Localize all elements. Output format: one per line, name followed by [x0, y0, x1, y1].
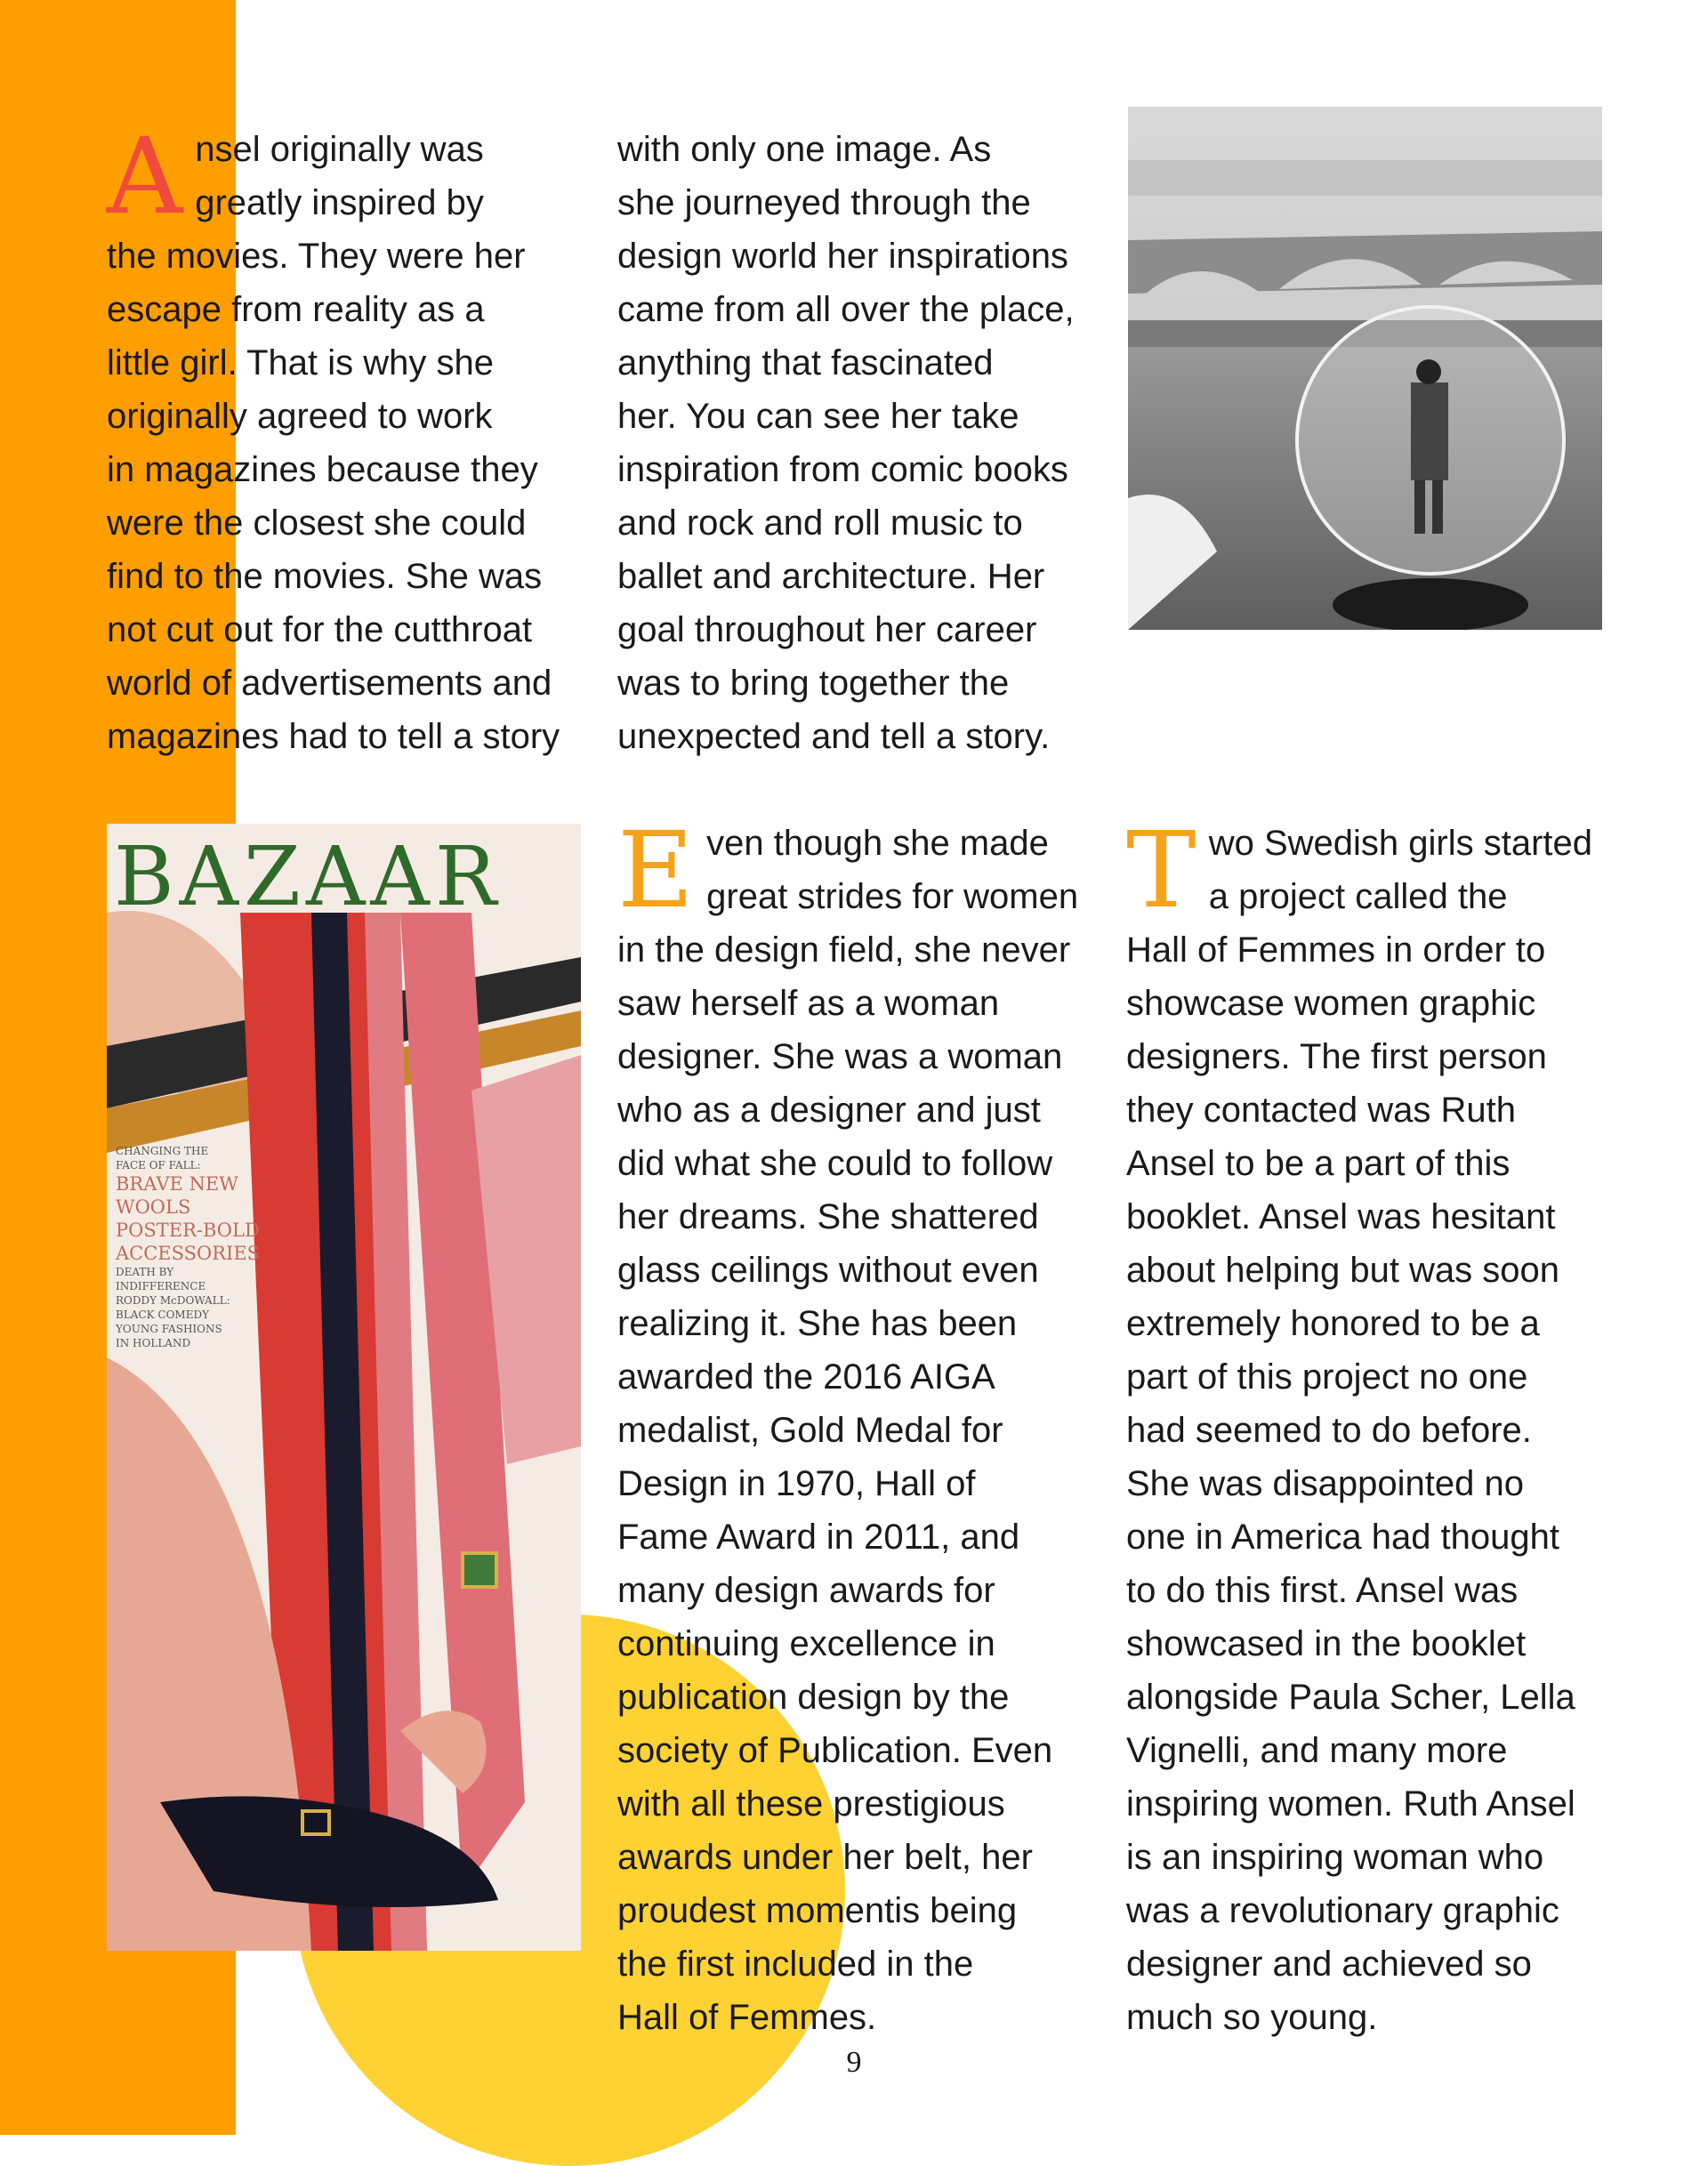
- coverline: WOOLS: [116, 1196, 191, 1218]
- text-line: unexpected and tell a story.: [617, 717, 1051, 756]
- text-line: wo Swedish girls started: [1208, 824, 1593, 863]
- text-line: medalist, Gold Medal for: [617, 1411, 1003, 1450]
- coverline: IN HOLLAND: [116, 1337, 191, 1349]
- text-line: she journeyed through the: [617, 183, 1031, 222]
- text-line: not cut out for the cutthroat: [107, 610, 533, 649]
- text-line: showcased in the booklet: [1126, 1624, 1527, 1663]
- text-line: greatly inspired by: [195, 183, 484, 222]
- text-line: She was disappointed no: [1126, 1464, 1524, 1503]
- text-line: in magazines because they: [107, 450, 538, 489]
- text-column-3: [617, 809, 1098, 2044]
- text-line: many design awards for: [617, 1571, 995, 1610]
- text-line: little girl. That is why she: [107, 343, 494, 382]
- text-line: about helping but was soon: [1126, 1251, 1560, 1290]
- text-line: was a revolutionary graphic: [1126, 1891, 1559, 1930]
- text-line: in the design field, she never: [617, 930, 1071, 970]
- bazaar-masthead: BAZAAR: [114, 833, 503, 922]
- text-line: find to the movies. She was: [107, 557, 543, 596]
- coverline: RODDY McDOWALL:: [116, 1294, 230, 1307]
- coverline: POSTER-BOLD: [116, 1220, 260, 1241]
- text-line: extremely honored to be a: [1126, 1304, 1540, 1343]
- text-line: with only one image. As: [617, 130, 992, 169]
- text-line: proudest momentis being: [617, 1891, 1018, 1930]
- text-line: ven though she made: [706, 824, 1049, 863]
- text-line: with all these prestigious: [617, 1784, 1005, 1824]
- text-line: designer. She was a woman: [617, 1037, 1063, 1076]
- text-column-4: [1126, 809, 1624, 2044]
- text-line: her dreams. She shattered: [617, 1197, 1039, 1236]
- text-line: escape from reality as a: [107, 290, 485, 329]
- text-line: Vignelli, and many more: [1126, 1731, 1508, 1770]
- text-line: publication design by the: [617, 1678, 1010, 1717]
- text-line: design world her inspirations: [617, 237, 1068, 276]
- dropcap-a: A: [107, 115, 183, 238]
- coverline: DEATH BY: [116, 1266, 174, 1278]
- text-line: awarded the 2016 AIGA: [617, 1357, 995, 1397]
- text-line: part of this project no one: [1126, 1357, 1528, 1397]
- text-line: her. You can see her take: [617, 397, 1019, 436]
- text-line: magazines had to tell a story: [107, 717, 560, 756]
- bazaar-coverlines: [116, 1144, 285, 1350]
- text-line: Design in 1970, Hall of: [617, 1464, 976, 1503]
- dropcap-t: T: [1126, 809, 1196, 931]
- text-line: goal throughout her career: [617, 610, 1037, 649]
- text-line: did what she could to follow: [617, 1144, 1053, 1183]
- text-line: had seemed to do before.: [1126, 1411, 1532, 1450]
- coverline: ACCESSORIES: [116, 1243, 261, 1264]
- text-line: Hall of Femmes in order to: [1126, 930, 1546, 970]
- coverline: BLACK COMEDY: [116, 1308, 210, 1321]
- text-line: alongside Paula Scher, Lella: [1126, 1678, 1575, 1717]
- page-number: 9: [846, 2046, 862, 2079]
- text-line: society of Publication. Even: [617, 1731, 1053, 1770]
- text-line: who as a designer and just: [617, 1091, 1041, 1130]
- text-line: much so young.: [1126, 1998, 1378, 2037]
- text-line: nsel originally was: [195, 130, 484, 169]
- text-line: continuing excellence in: [617, 1624, 995, 1663]
- text-line: booklet. Ansel was hesitant: [1126, 1197, 1556, 1236]
- text-line: one in America had thought: [1126, 1518, 1560, 1557]
- text-line: glass ceilings without even: [617, 1251, 1039, 1290]
- text-line: the first included in the: [617, 1945, 974, 1984]
- text-line: realizing it. She has been: [617, 1304, 1018, 1343]
- text-line: great strides for women: [706, 877, 1079, 916]
- bubble-river-photo: [1128, 107, 1602, 630]
- text-line: the movies. They were her: [107, 237, 526, 276]
- text-line: they contacted was Ruth: [1126, 1091, 1517, 1130]
- text-line: came from all over the place,: [617, 290, 1075, 329]
- text-line: inspiration from comic books: [617, 450, 1068, 489]
- text-line: were the closest she could: [107, 503, 527, 543]
- text-line: Ansel to be a part of this: [1126, 1144, 1511, 1183]
- coverline: FACE OF FALL:: [116, 1159, 201, 1172]
- text-line: showcase women graphic: [1126, 984, 1536, 1023]
- text-line: a project called the: [1208, 877, 1508, 916]
- text-line: Fame Award in 2011, and: [617, 1518, 1020, 1557]
- coverline: CHANGING THE: [116, 1145, 209, 1157]
- text-line: saw herself as a woman: [617, 984, 1000, 1023]
- text-line: world of advertisements and: [107, 664, 552, 703]
- text-line: is an inspiring woman who: [1126, 1838, 1544, 1877]
- text-line: designers. The first person: [1126, 1037, 1547, 1076]
- text-line: and rock and roll music to: [617, 503, 1023, 543]
- text-line: Hall of Femmes.: [617, 1998, 877, 2037]
- coverline: INDIFFERENCE: [116, 1280, 206, 1292]
- text-column-1: [107, 115, 569, 763]
- text-line: ballet and architecture. Her: [617, 557, 1045, 596]
- text-line: originally agreed to work: [107, 397, 493, 436]
- text-line: designer and achieved so: [1126, 1945, 1532, 1984]
- text-line: was to bring together the: [617, 664, 1010, 703]
- text-line: awards under her belt, her: [617, 1838, 1033, 1877]
- dropcap-e: E: [617, 809, 695, 931]
- coverline: BRAVE NEW: [116, 1173, 238, 1195]
- text-column-2: [617, 123, 1098, 763]
- coverline: YOUNG FASHIONS: [116, 1323, 222, 1335]
- bazaar-cover-image: [107, 824, 581, 1951]
- text-line: inspiring women. Ruth Ansel: [1126, 1784, 1575, 1824]
- text-line: anything that fascinated: [617, 343, 994, 382]
- text-line: to do this first. Ansel was: [1126, 1571, 1519, 1610]
